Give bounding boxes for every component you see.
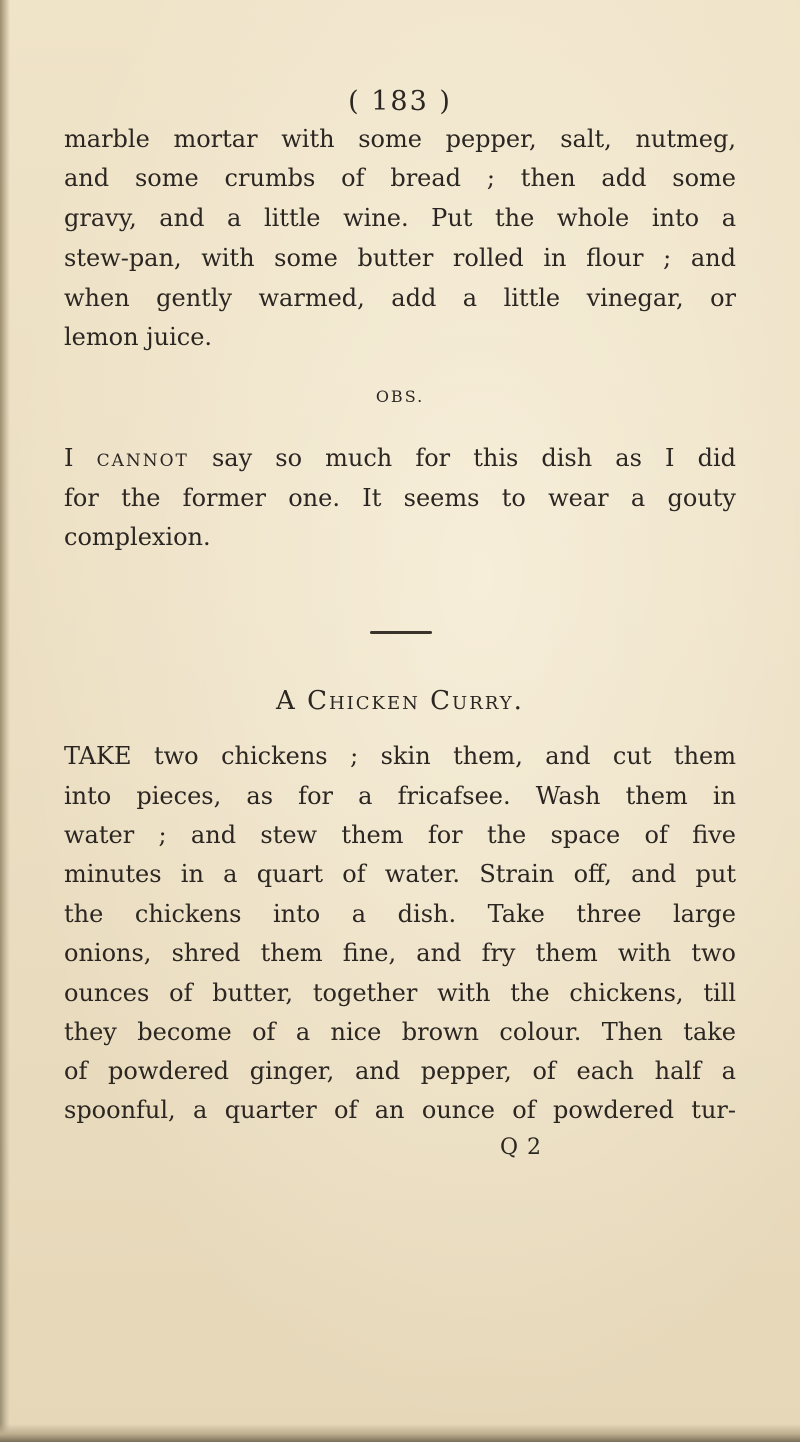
obs-line1-rest: say so much for this dish as I did [211, 444, 736, 472]
page-bottom-edge [0, 1424, 800, 1442]
text-line: spoonful, a quarter of an ounce of powdered tur- [64, 1096, 736, 1124]
text-line: the chickens into a dish. Take three large [64, 900, 736, 928]
page-left-edge [0, 0, 10, 1442]
text-line: they become of a nice brown colour. Then take [64, 1018, 736, 1046]
text-line: marble mortar with some pepper, salt, nutmeg, [64, 125, 736, 153]
obs-smallcaps-word: cannot [96, 444, 189, 472]
text-line: lemon juice. [64, 323, 213, 351]
signature-mark: Q 2 [500, 1135, 543, 1160]
text-line: gravy, and a little wine. Put the whole into a [64, 204, 736, 232]
text-line: of powdered ginger, and pepper, of each half a [64, 1057, 736, 1085]
text-line: and some crumbs of bread ; then add some [64, 164, 736, 192]
text-line: TAKE two chickens ; skin them, and cut them [64, 742, 736, 770]
text-line: stew-pan, with some butter rolled in flour ; and [64, 244, 736, 272]
text-line: minutes in a quart of water. Strain off, and put [64, 860, 736, 888]
text-line: water ; and stew them for the space of five [64, 821, 736, 849]
text-line: into pieces, as for a fricafsee. Wash them in [64, 782, 736, 810]
text-line: ounces of butter, together with the chickens, till [64, 979, 736, 1007]
page-number: ( 183 ) [348, 86, 452, 117]
text-line: complexion. [64, 523, 211, 551]
section-divider [370, 631, 432, 634]
obs-heading: OBS. [375, 387, 425, 406]
recipe-title: A Chicken Curry. [276, 686, 524, 716]
text-line: onions, shred them fine, and fry them with two [64, 939, 736, 967]
text-line: for the former one. It seems to wear a gouty [64, 484, 736, 512]
text-line: when gently warmed, add a little vinegar, or [64, 284, 736, 312]
obs-first-line [64, 443, 736, 473]
obs-lead-letter: I [64, 444, 74, 472]
